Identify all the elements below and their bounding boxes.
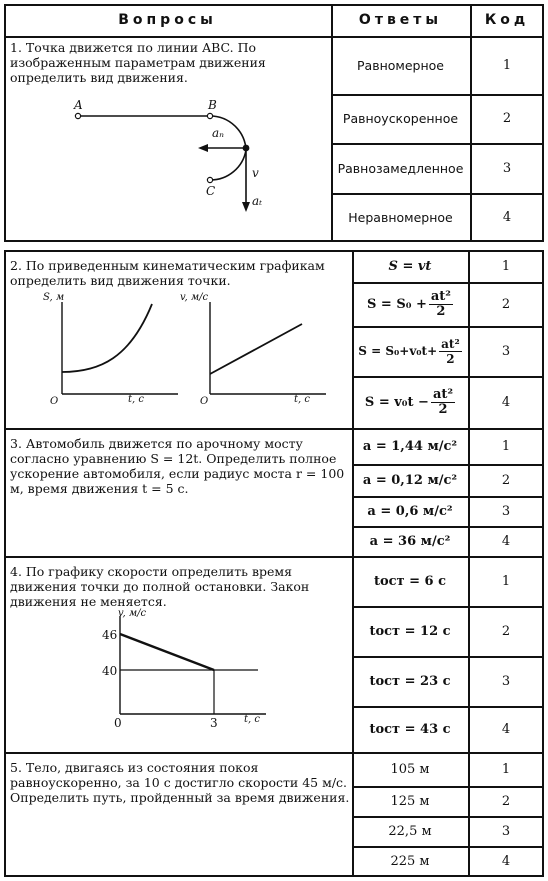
q5-code-1: 1 — [501, 761, 511, 777]
q2-graph1-ylabel: S, м — [43, 292, 65, 303]
numerator: at² — [441, 336, 460, 351]
q2-graph2-origin: O — [200, 396, 209, 407]
q1-answer-2: Равноускоренное — [342, 111, 459, 126]
q5-answer-2: 125 м — [390, 793, 430, 809]
column-header-questions: Вопросы — [118, 12, 217, 28]
q1-trajectory-diagram — [60, 96, 280, 220]
q3-answer-3: a = 0,6 м/с² — [367, 503, 453, 519]
point-b-label: B — [208, 98, 217, 112]
question-5-text: 5. Тело, двигаясь из состояния покоя равноускоренно, за 10 с достигло скорости 45 м/с. Определить путь, пройденный за время движения. — [10, 760, 350, 805]
q1-answer-1: Равномерное — [357, 57, 444, 73]
q3-code-1: 1 — [501, 438, 511, 454]
q2-answer-3 — [352, 326, 468, 376]
question-2-text: 2. По приведенным кинематическим графикам определить вид движения точки. — [10, 258, 325, 288]
q5-code-3: 3 — [501, 823, 511, 839]
q4-xlabel: t, с — [244, 714, 260, 725]
q4-x-tick-3: 3 — [210, 716, 218, 730]
q2-distance-graph — [40, 296, 180, 406]
q4-ylabel: v, м/с — [118, 608, 147, 619]
q3-answer-1: a = 1,44 м/с² — [362, 438, 458, 454]
q4-code-2: 2 — [501, 623, 511, 639]
fraction — [431, 388, 455, 417]
fraction — [439, 337, 462, 366]
q2-answer-2 — [352, 282, 468, 326]
q4-code-4: 4 — [501, 721, 511, 737]
q3-answer-4: a = 36 м/с² — [369, 533, 451, 549]
q4-y-tick-40: 40 — [102, 664, 118, 678]
q2-answer-1: S = vt — [388, 258, 432, 274]
q4-y-tick-46: 46 — [102, 628, 118, 642]
q5-code-4: 4 — [501, 854, 511, 869]
q1-code-3: 3 — [502, 160, 512, 176]
q2-code-2: 2 — [501, 296, 511, 312]
point-c-label: C — [206, 184, 216, 198]
q1-answer-4: Неравномерное — [348, 210, 453, 225]
q2-velocity-graph — [190, 296, 330, 406]
q1-code-4: 4 — [502, 210, 512, 225]
fraction — [429, 290, 453, 319]
q4-x-origin: 0 — [114, 716, 122, 730]
q4-answer-2: tост = 12 с — [369, 623, 451, 639]
q2-answer-3-left: S = S₀+v₀t+ — [358, 344, 438, 358]
q5-code-2: 2 — [501, 793, 511, 809]
column-header-answers: Ответы — [358, 12, 443, 28]
q2-graph1-xlabel: t, с — [128, 394, 144, 405]
q4-answer-4: tост = 43 с — [369, 721, 451, 737]
q3-answer-2: a = 0,12 м/с² — [362, 472, 458, 488]
q2-graph2-ylabel: v, м/с — [180, 292, 209, 303]
denominator: 2 — [446, 351, 455, 366]
q5-answer-1: 105 м — [390, 761, 430, 777]
q3-code-4: 4 — [501, 533, 511, 549]
question-3-text: 3. Автомобиль движется по арочному мосту согласно уравнению S = 12t. Определить полное ускорение автомобиля, если радиус моста r = 100 м, время движения t = 5 с. — [10, 436, 345, 496]
velocity-label: v — [252, 166, 259, 180]
q2-code-1: 1 — [501, 258, 511, 274]
numerator: at² — [432, 386, 454, 402]
normal-acceleration-label: aₙ — [212, 126, 225, 140]
q5-answer-3: 22,5 м — [388, 823, 432, 839]
q1-answer-3: Равнозамедленное — [337, 160, 464, 176]
q4-answer-3: tост = 23 с — [369, 673, 451, 689]
question-4-text: 4. По графику скорости определить время движения точки до полной остановки. Закон движения не меняется. — [10, 564, 310, 609]
q1-code-2: 2 — [502, 111, 512, 126]
denominator: 2 — [438, 401, 448, 417]
q2-graph1-origin: O — [50, 396, 59, 407]
q3-code-3: 3 — [501, 503, 511, 519]
q2-code-4: 4 — [501, 394, 511, 410]
numerator: at² — [430, 288, 451, 304]
q3-code-2: 2 — [501, 472, 511, 488]
q2-answer-2-left: S = S₀ + — [367, 296, 427, 312]
q2-answer-4 — [352, 376, 468, 428]
question-1-text: 1. Точка движется по линии ABC. По изображенным параметрам движения определить вид движения. — [10, 40, 266, 85]
q4-code-1: 1 — [501, 573, 511, 589]
q1-code-1: 1 — [502, 57, 512, 73]
column-header-code: Код — [484, 12, 530, 28]
q2-answer-4-left: S = v₀t − — [364, 394, 429, 410]
q4-answer-1: tост = 6 с — [373, 573, 447, 589]
denominator: 2 — [436, 303, 446, 319]
tangential-acceleration-label: aₜ — [252, 194, 263, 208]
q2-code-3: 3 — [501, 343, 511, 359]
q2-graph2-xlabel: t, с — [294, 394, 310, 405]
q4-code-3: 3 — [501, 673, 511, 689]
point-a-label: A — [74, 98, 83, 112]
q5-answer-4: 225 м — [390, 854, 430, 869]
